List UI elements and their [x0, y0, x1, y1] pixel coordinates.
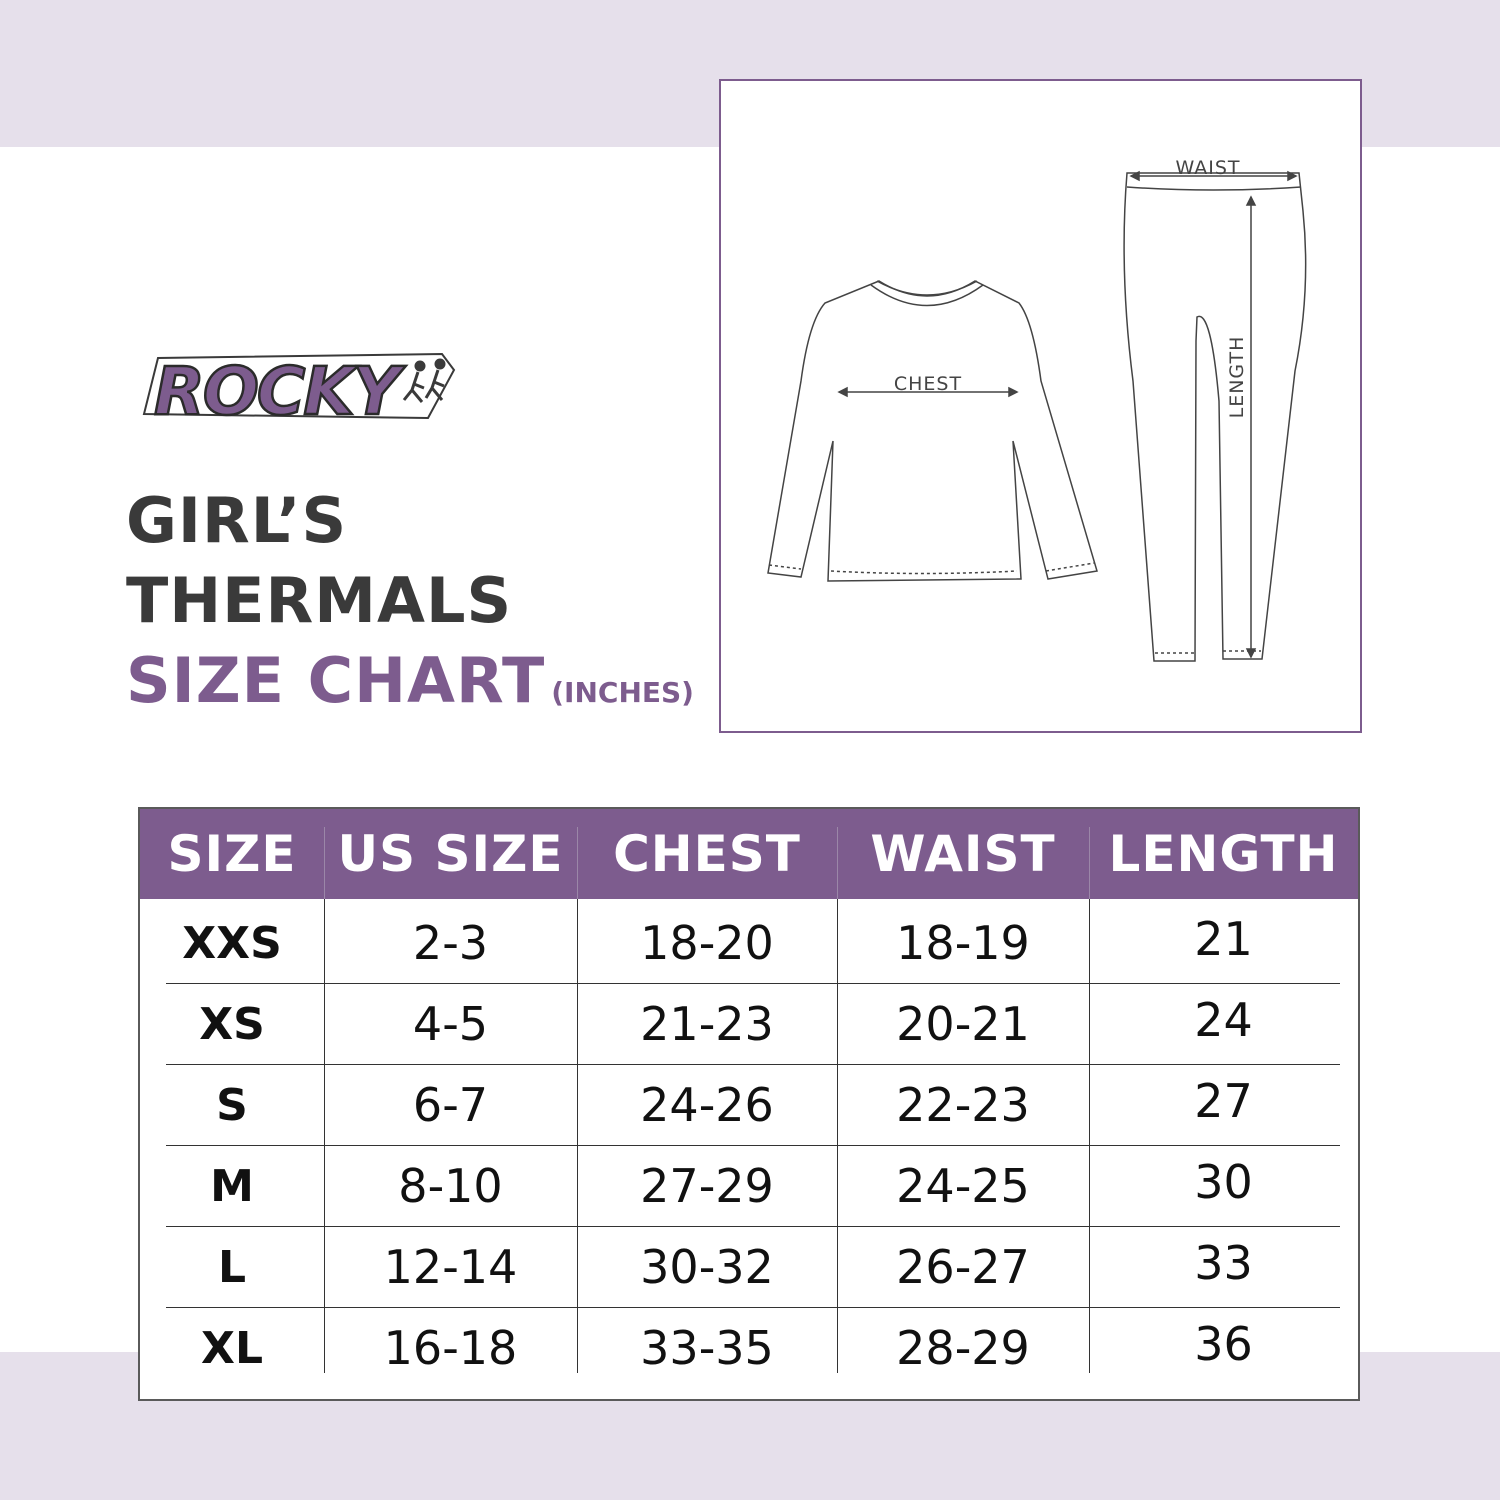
length-measure-arrow: [1247, 197, 1255, 657]
cell-size: M: [210, 1161, 254, 1212]
cell-us-size: 4-5: [412, 997, 489, 1051]
cell-size: XS: [199, 999, 265, 1050]
title-line-3: [126, 644, 694, 730]
rocky-logo: [124, 340, 464, 430]
cell-waist: 26-27: [896, 1240, 1030, 1294]
cell-length: 21: [1194, 912, 1253, 966]
title-units: (INCHES): [551, 676, 694, 709]
chest-label: CHEST: [893, 373, 963, 395]
cell-length: 30: [1194, 1155, 1253, 1209]
cell-us-size: 12-14: [383, 1240, 518, 1294]
header-length: LENGTH: [1108, 825, 1339, 883]
shirt-outline-icon: [768, 281, 1097, 581]
cell-length: 36: [1194, 1317, 1253, 1371]
header-size: SIZE: [167, 825, 297, 883]
table-row: [140, 1065, 1358, 1146]
waist-label: WAIST: [1175, 157, 1241, 179]
cell-waist: 24-25: [896, 1159, 1030, 1213]
table-row: [140, 1308, 1358, 1389]
table-header: [140, 809, 1358, 899]
cell-chest: 24-26: [640, 1078, 774, 1132]
cell-length: 27: [1194, 1074, 1253, 1128]
length-label: LENGTH: [1226, 335, 1248, 419]
header-us-size: US SIZE: [337, 825, 564, 883]
cell-size: XXS: [182, 918, 282, 969]
cell-waist: 18-19: [896, 916, 1030, 970]
cell-us-size: 2-3: [412, 916, 489, 970]
cell-chest: 18-20: [640, 916, 774, 970]
cell-length: 33: [1194, 1236, 1253, 1290]
cell-size: L: [217, 1242, 247, 1293]
table-row: [140, 903, 1358, 984]
header-waist: WAIST: [870, 825, 1056, 883]
measurement-diagram: [719, 79, 1362, 733]
cell-us-size: 16-18: [383, 1321, 518, 1375]
cell-waist: 28-29: [896, 1321, 1030, 1375]
logo-text: ROCKY: [154, 353, 399, 430]
cell-chest: 27-29: [640, 1159, 774, 1213]
size-chart-title: [126, 484, 694, 730]
cell-chest: 30-32: [640, 1240, 774, 1294]
cell-waist: 20-21: [896, 997, 1030, 1051]
cell-waist: 22-23: [896, 1078, 1030, 1132]
header-chest: CHEST: [613, 825, 801, 883]
cell-size: XL: [201, 1323, 263, 1374]
rocky-logo-icon: [124, 340, 464, 430]
title-line-2: THERMALS: [126, 564, 513, 637]
table-row: [140, 1227, 1358, 1308]
size-table: [138, 807, 1360, 1401]
table-row: [140, 1146, 1358, 1227]
title-line-1: GIRL’S: [126, 484, 348, 557]
cell-size: S: [216, 1080, 248, 1131]
cell-length: 24: [1194, 993, 1253, 1047]
cell-chest: 21-23: [640, 997, 774, 1051]
table-row: [140, 984, 1358, 1065]
title-size-chart: SIZE CHART: [126, 644, 546, 717]
leggings-outline-icon: [1124, 173, 1306, 661]
cell-us-size: 8-10: [398, 1159, 503, 1213]
cell-chest: 33-35: [640, 1321, 774, 1375]
cell-us-size: 6-7: [412, 1078, 489, 1132]
